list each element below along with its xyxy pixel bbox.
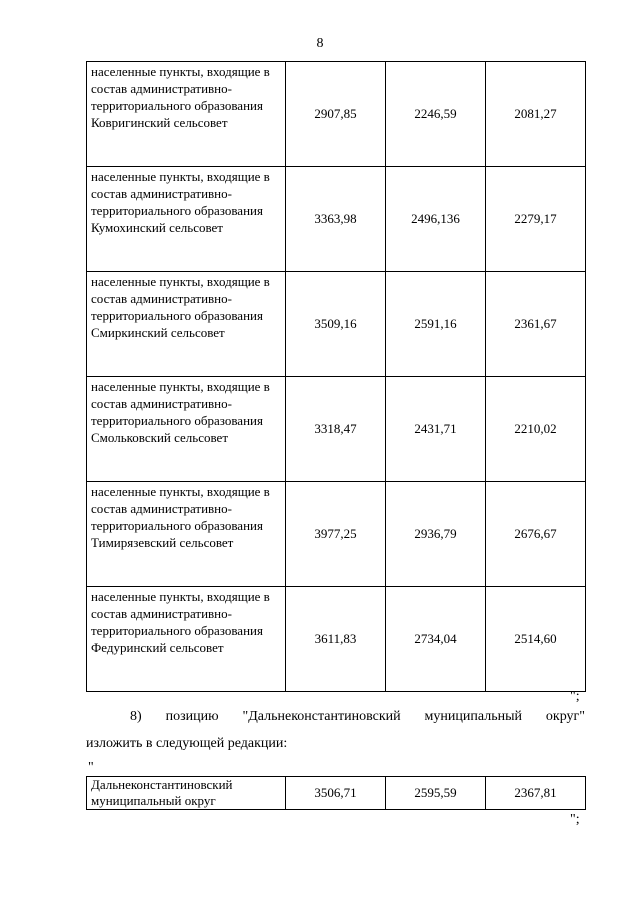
row-value-1: 3318,47	[286, 377, 386, 482]
table-row	[87, 377, 586, 482]
row-value-1: 3611,83	[286, 587, 386, 692]
table-row	[87, 167, 586, 272]
row-value-2: 2496,136	[386, 167, 486, 272]
row-name: населенные пункты, входящие в состав административно-территориального образования Ковригинский сельсовет	[87, 62, 286, 167]
row-name: населенные пункты, входящие в состав административно-территориального образования Тимирязевский сельсовет	[87, 482, 286, 587]
row-name: населенные пункты, входящие в состав административно-территориального образования Смольковский сельсовет	[87, 377, 286, 482]
paragraph-continuation: изложить в следующей редакции:	[86, 736, 288, 751]
row-value-3: 2367,81	[486, 777, 586, 810]
row-value-3: 2676,67	[486, 482, 586, 587]
row-value-2: 2246,59	[386, 62, 486, 167]
row-value-3: 2081,27	[486, 62, 586, 167]
row-name: населенные пункты, входящие в состав административно-территориального образования Федуринский сельсовет	[87, 587, 286, 692]
row-value-1: 3977,25	[286, 482, 386, 587]
table-row	[87, 587, 586, 692]
closing-quote: ";	[570, 812, 580, 827]
page-number: 8	[316, 36, 324, 51]
paragraph-text: 8) позицию "Дальнеконстантиновский муниципальный округ"	[130, 709, 585, 724]
table-row	[87, 777, 586, 810]
row-name: населенные пункты, входящие в состав административно-территориального образования Смиркинский сельсовет	[87, 272, 286, 377]
opening-quote: "	[88, 760, 94, 775]
row-value-1: 3509,16	[286, 272, 386, 377]
row-value-3: 2514,60	[486, 587, 586, 692]
district-table	[86, 776, 586, 810]
row-value-1: 3363,98	[286, 167, 386, 272]
row-value-2: 2591,16	[386, 272, 486, 377]
table-row	[87, 62, 586, 167]
row-value-2: 2734,04	[386, 587, 486, 692]
row-name: Дальнеконстантиновский муниципальный округ	[87, 777, 286, 810]
closing-quote: ";	[570, 689, 580, 704]
row-value-1: 3506,71	[286, 777, 386, 810]
row-name: населенные пункты, входящие в состав административно-территориального образования Кумохинский сельсовет	[87, 167, 286, 272]
paragraph-item-8	[86, 708, 585, 726]
row-value-3: 2279,17	[486, 167, 586, 272]
row-value-3: 2210,02	[486, 377, 586, 482]
row-value-3: 2361,67	[486, 272, 586, 377]
row-value-1: 2907,85	[286, 62, 386, 167]
table-row	[87, 482, 586, 587]
tariff-table	[86, 61, 586, 692]
row-value-2: 2936,79	[386, 482, 486, 587]
table-row	[87, 272, 586, 377]
row-value-2: 2431,71	[386, 377, 486, 482]
row-value-2: 2595,59	[386, 777, 486, 810]
